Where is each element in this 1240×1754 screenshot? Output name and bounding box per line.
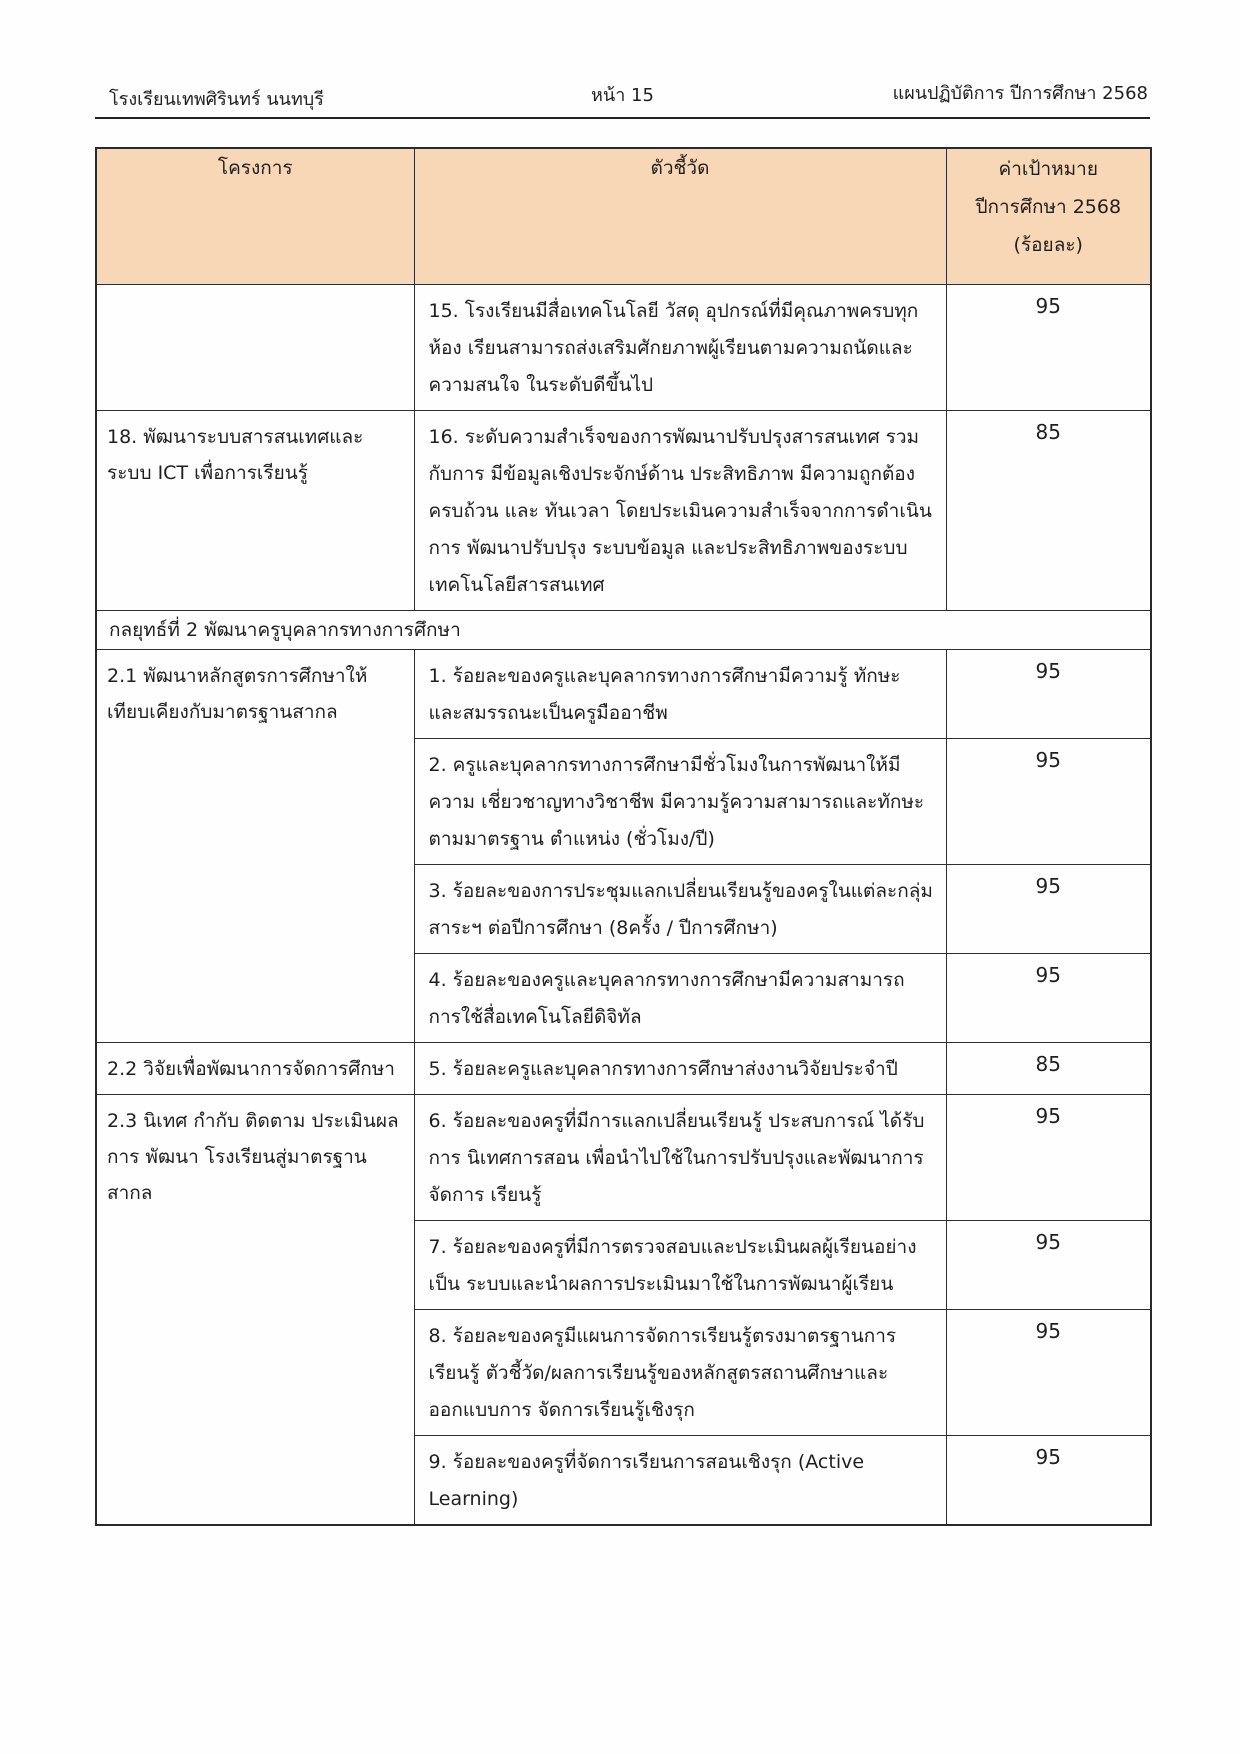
target-cell: 95 [946, 1309, 1151, 1435]
table-header-row [96, 148, 1151, 284]
project-cell: 2.2 วิจัยเพื่อพัฒนาการจัดการศึกษา [96, 1042, 414, 1094]
header-divider [95, 117, 1150, 119]
table-row [96, 1094, 1151, 1220]
target-cell: 95 [946, 1094, 1151, 1220]
indicator-cell: 7. ร้อยละของครูที่มีการตรวจสอบและประเมินผลผู้เรียนอย่างเป็น ระบบและนำผลการประเมินมาใช้ในการพัฒนาผู้เรียน [414, 1220, 946, 1309]
indicator-cell: 8. ร้อยละของครูมีแผนการจัดการเรียนรู้ตรงมาตรฐานการเรียนรู้ ตัวชี้วัด/ผลการเรียนรู้ของหลักสูตรสถานศึกษาและออกแบบการ จัดการเรียนรู้เชิงรุก [414, 1309, 946, 1435]
table-row [96, 649, 1151, 738]
header-target [946, 148, 1151, 284]
school-name: โรงเรียนเทพศิรินทร์ นนทบุรี [109, 89, 324, 110]
indicator-cell: 3. ร้อยละของการประชุมแลกเปลี่ยนเรียนรู้ของครูในแต่ละกลุ่ม สาระฯ ต่อปีการศึกษา (8ครั้ง / ปีการศึกษา) [414, 864, 946, 953]
header-target-line3: (ร้อยละ) [1013, 234, 1083, 256]
indicator-cell: 6. ร้อยละของครูที่มีการแลกเปลี่ยนเรียนรู้ ประสบการณ์ ได้รับการ นิเทศการสอน เพื่อนำไปใช้ในการปรับปรุงและพัฒนาการจัดการ เรียนรู้ [414, 1094, 946, 1220]
project-cell: 2.3 นิเทศ กำกับ ติดตาม ประเมินผลการ พัฒนา โรงเรียนสู่มาตรฐานสากล [96, 1094, 414, 1525]
indicator-cell: 16. ระดับความสำเร็จของการพัฒนาปรับปรุงสารสนเทศ รวมกับการ มีข้อมูลเชิงประจักษ์ด้าน ประสิทธิภาพ มีความถูกต้อง ครบถ้วน และ ทันเวลา โดยประเมินความสำเร็จจากการดำเนินการ พัฒนาปรับปรุง ระบบข้อมูล และประสิทธิภาพของระบบเทคโนโลยีสารสนเทศ [414, 410, 946, 610]
table-row [96, 410, 1151, 610]
target-cell: 85 [946, 410, 1151, 610]
indicator-cell: 4. ร้อยละของครูและบุคลากรทางการศึกษามีความสามารถ การใช้สื่อเทคโนโลยีดิจิทัล [414, 953, 946, 1042]
header-indicator: ตัวชี้วัด [414, 148, 946, 284]
strategy-row [96, 610, 1151, 649]
indicators-table [95, 147, 1152, 1526]
target-cell: 95 [946, 1220, 1151, 1309]
page-header [95, 78, 1150, 118]
project-cell: 18. พัฒนาระบบสารสนเทศและระบบ ICT เพื่อการเรียนรู้ [96, 410, 414, 610]
target-cell: 85 [946, 1042, 1151, 1094]
target-cell: 95 [946, 1435, 1151, 1525]
indicator-cell: 1. ร้อยละของครูและบุคลากรทางการศึกษามีความรู้ ทักษะ และสมรรถนะเป็นครูมืออาชีพ [414, 649, 946, 738]
indicator-cell: 9. ร้อยละของครูที่จัดการเรียนการสอนเชิงรุก (Active Learning) [414, 1435, 946, 1525]
header-target-line2: ปีการศึกษา 2568 [975, 196, 1122, 218]
indicator-cell: 15. โรงเรียนมีสื่อเทคโนโลยี วัสดุ อุปกรณ์ที่มีคุณภาพครบทุกห้อง เรียนสามารถส่งเสริมศักยภาพผู้เรียนตามความถนัดและความสนใจ ในระดับดีขึ้นไป [414, 284, 946, 410]
target-cell: 95 [946, 738, 1151, 864]
strategy-heading: กลยุทธ์ที่ 2 พัฒนาครูบุคลากรทางการศึกษา [96, 610, 1151, 649]
target-cell: 95 [946, 953, 1151, 1042]
project-cell [96, 284, 414, 410]
page-number: หน้า 15 [591, 85, 654, 106]
target-cell: 95 [946, 864, 1151, 953]
target-cell: 95 [946, 649, 1151, 738]
project-cell: 2.1 พัฒนาหลักสูตรการศึกษาให้ เทียบเคียงกับมาตรฐานสากล [96, 649, 414, 1042]
header-target-line1: ค่าเป้าหมาย [998, 158, 1098, 180]
target-cell: 95 [946, 284, 1151, 410]
header-project: โครงการ [96, 148, 414, 284]
table-row [96, 284, 1151, 410]
indicator-cell: 5. ร้อยละครูและบุคลากรทางการศึกษาส่งงานวิจัยประจำปี [414, 1042, 946, 1094]
plan-title: แผนปฏิบัติการ ปีการศึกษา 2568 [892, 83, 1148, 104]
indicator-cell: 2. ครูและบุคลากรทางการศึกษามีชั่วโมงในการพัฒนาให้มีความ เชี่ยวชาญทางวิชาชีพ มีความรู้ความสามารถและทักษะตามมาตรฐาน ตำแหน่ง (ชั่วโมง/ปี) [414, 738, 946, 864]
table-row [96, 1042, 1151, 1094]
